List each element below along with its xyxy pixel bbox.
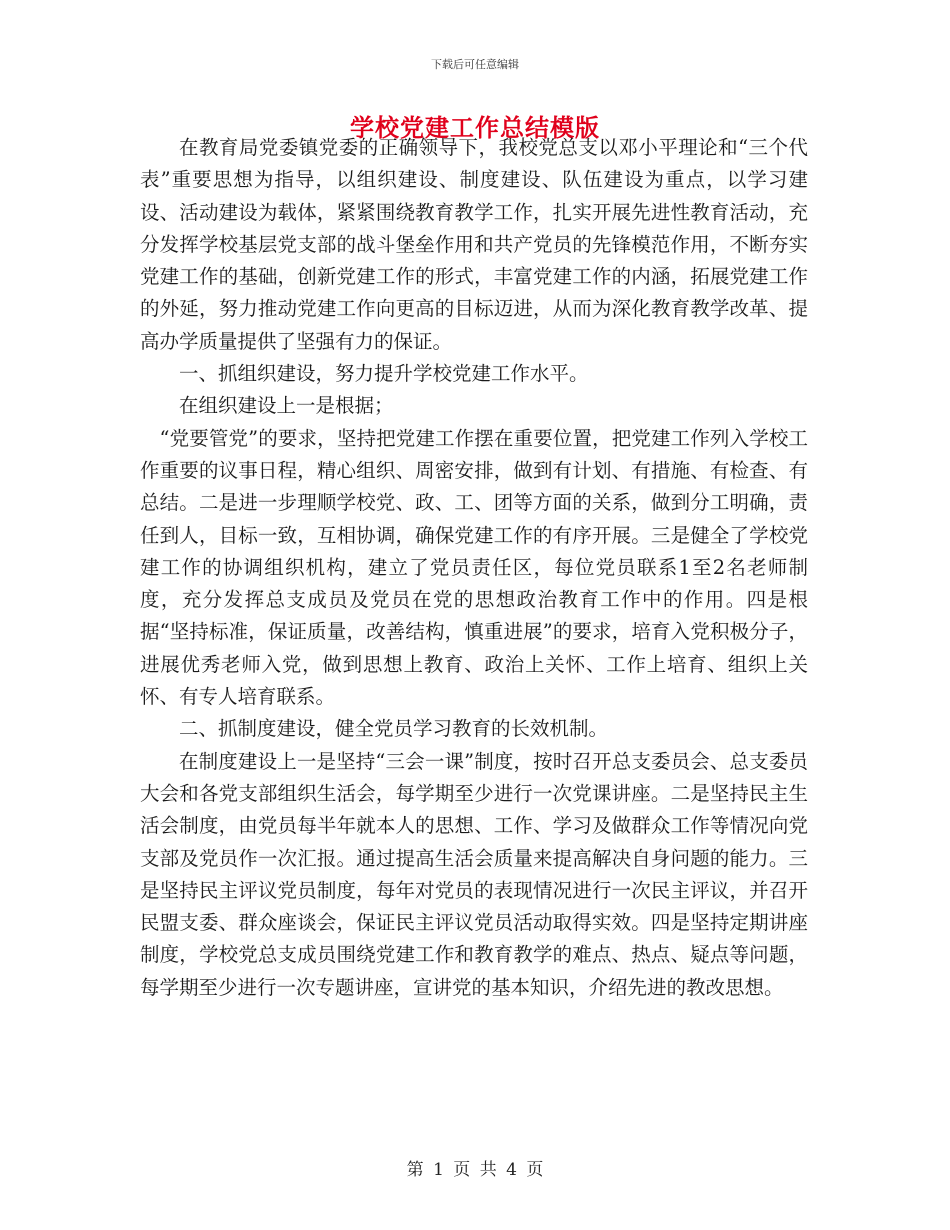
paragraph: 在制度建设上一是坚持“三会一课”制度，按时召开总支委员会、总支委员大会和各党支部组织生活会，每学期至少进行一次党课讲座。二是坚持民主生活会制度，由党员每半年就本人的思想、工作、学习及做群众工作等情况向党支部及党员作一次汇报。通过提高生活会质量来提高解决自身问题的能力。三是坚持民主评议党员制度，每年对党员的表现情况进行一次民主评议，并召开民盟支委、群众座谈会，保证民主评议党员活动取得实效。四是坚持定期讲座制度，学校党总支成员围绕党建工作和教育教学的难点、热点、疑点等问题，每学期至少进行一次专题讲座，宣讲党的基本知识，介绍先进的教改思想。 [140, 749, 808, 999]
page-footer: 第 1 页 共 4 页 [406, 1160, 544, 1180]
paragraph: “党要管党”的要求，坚持把党建工作摆在重要位置，把党建工作列入学校工作重要的议事日程，精心组织、周密安排，做到有计划、有措施、有检查、有总结。二是进一步理顺学校党、政、工、团等方面的关系，做到分工明确，责任到人，目标一致，互相协调，确保党建工作的有序开展。三是健全了学校党建工作的协调组织机构，建立了党员责任区，每位党员联系1至2名老师制度，充分发挥总支成员及党员在党的思想政治教育工作中的作用。四是根据“坚持标准，保证质量，改善结构，慎重进展”的要求，培育入党积极分子，进展优秀老师入党，做到思想上教育、政治上关怀、工作上培育、组织上关怀、有专人培育联系。 [140, 426, 808, 709]
paragraph: 在组织建设上一是根据； [179, 394, 394, 418]
document-title: 学校党建工作总结模版 [350, 113, 600, 142]
section-heading: 二、抓制度建设，健全党员学习教育的长效机制。 [179, 717, 609, 741]
paragraph: 在教育局党委镇党委的正确领导下，我校党总支以邓小平理论和“三个代表”重要思想为指导，以组织建设、制度建设、队伍建设为重点，以学习建设、活动建设为载体，紧紧围绕教育教学工作，扎实开展先进性教育活动，充分发挥学校基层党支部的战斗堡垒作用和共产党员的先锋模范作用，不断夯实党建工作的基础，创新党建工作的形式，丰富党建工作的内涵，拓展党建工作的外延，努力推动党建工作向更高的目标迈进，从而为深化教育教学改革、提高办学质量提供了坚强有力的保证。 [140, 136, 808, 353]
document-body [140, 132, 808, 1004]
section-heading: 一、抓组织建设，努力提升学校党建工作水平。 [179, 362, 589, 386]
header-note: 下载后可任意编辑 [431, 58, 519, 71]
